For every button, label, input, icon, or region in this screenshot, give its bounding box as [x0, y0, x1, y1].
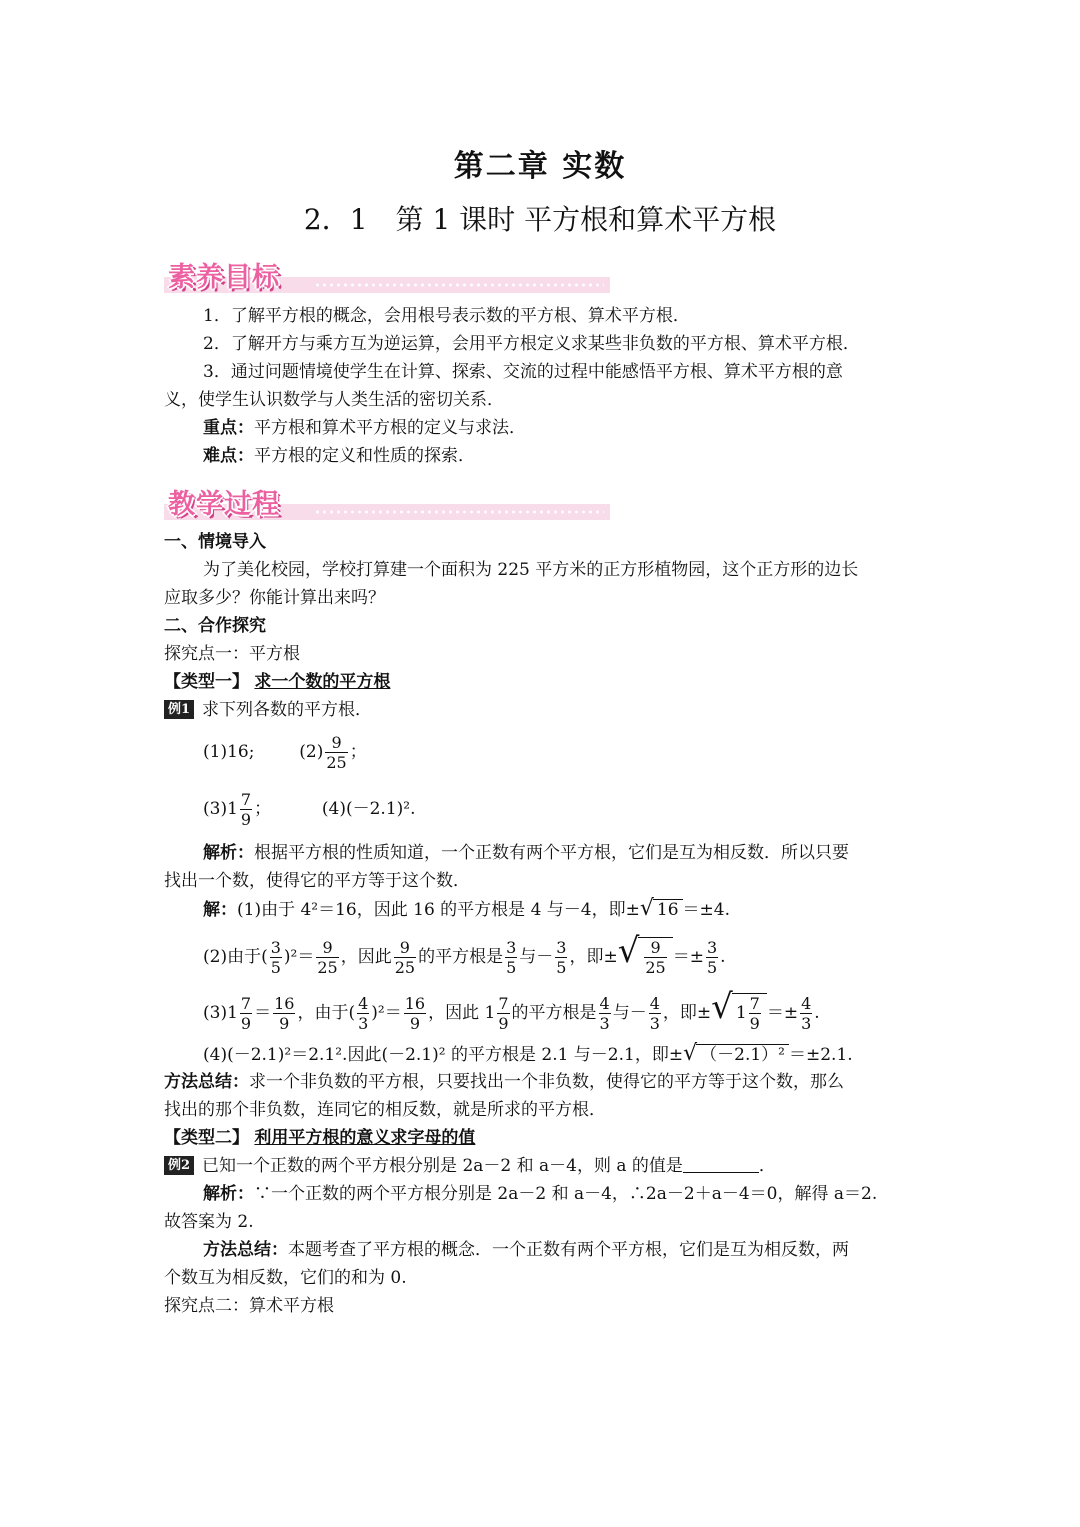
- key-point: [203, 414, 526, 442]
- difficulty-point: [203, 442, 475, 470]
- ex1-row-2: [203, 789, 416, 829]
- analysis-1-label: 解析：: [203, 843, 254, 863]
- goals-banner: [164, 255, 610, 301]
- part1-line-2: 应取多少？你能计算出来吗？: [164, 588, 385, 608]
- type2-heading: [164, 1124, 475, 1152]
- method-summary-1-line-1: 方法总结：求一个非负数的平方根，只要找出一个非负数，使得它的平方等于这个数，那么: [164, 1072, 844, 1092]
- type2-title: 利用平方根的意义求字母的值: [254, 1128, 476, 1148]
- example-1-text: 求下列各数的平方根．: [202, 700, 373, 720]
- solution-line-2: (2)由于( $\frac{3}{5}$ )²＝ $\frac{9}{25}$ ，因此 $\frac{9}{25}$ 的平方根是 $\frac{3}{5}$ 与－ $\frac{3}{5}$ ，即±√ $\frac{9}{25}$ ＝± $\frac{3}{5}$ .: [203, 931, 726, 977]
- analysis-1-line-2: 找出一个数，使得它的平方等于这个数．: [164, 871, 470, 891]
- ex1-item-3-suffix: ；: [254, 799, 272, 819]
- part1-line-1: 为了美化校园，学校打算建一个面积为 225 平方米的正方形植物园，这个正方形的边长: [203, 560, 859, 580]
- ex1-item-3-fraction: $\frac{7}{9}$: [240, 790, 252, 829]
- ex1-item-2-suffix: ；: [349, 742, 367, 762]
- ex1-item-4: (4)(－2.1)².: [321, 799, 416, 819]
- process-banner: [164, 482, 610, 528]
- example-1: [164, 696, 372, 724]
- chapter-title: 第二章 实数: [453, 149, 627, 184]
- banner-dots: [314, 510, 604, 514]
- ex1-row-1: [203, 732, 367, 772]
- type1-bracket: 【类型一】: [164, 672, 249, 692]
- goal-item-2: 2．了解开方与乘方互为逆运算，会用平方根定义求某些非负数的平方根、算术平方根．: [203, 334, 860, 354]
- answer-blank: [683, 1154, 759, 1173]
- ex1-item-3-prefix: (3)1: [203, 799, 238, 819]
- lesson-title: 2．1 第 1 课时 平方根和算术平方根: [303, 203, 777, 236]
- key-point-text: 平方根和算术平方根的定义与求法．: [254, 418, 526, 438]
- explore-point-2: 探究点二：算术平方根: [164, 1296, 334, 1316]
- method-summary-2-label: 方法总结：: [203, 1240, 288, 1260]
- analysis-1-line-1: 解析：根据平方根的性质知道，一个正数有两个平方根，它们是互为相反数．所以只要: [203, 843, 849, 863]
- goal-item-3-line-1: 3．通过问题情境使学生在计算、探索、交流的过程中能感悟平方根、算术平方根的意: [203, 362, 843, 382]
- explore-point-1: 探究点一：平方根: [164, 644, 300, 664]
- goals-banner-label: 素养目标: [168, 262, 280, 293]
- method-summary-1-line-2: 找出的那个非负数，连同它的相反数，就是所求的平方根．: [164, 1100, 606, 1120]
- type2-bracket: 【类型二】: [164, 1128, 249, 1148]
- difficulty-label: 难点：: [203, 446, 254, 466]
- key-point-label: 重点：: [203, 418, 254, 438]
- goal-item-1: 1．了解平方根的概念，会用根号表示数的平方根、算术平方根．: [203, 306, 690, 326]
- solution-label: 解：: [203, 900, 237, 920]
- solution-line-3: (3)1 $\frac{7}{9}$ ＝ $\frac{16}{9}$ ，由于( $\frac{4}{3}$ )²＝ $\frac{16}{9}$ ，因此 1 $\frac{7}{9}$ 的平方根是 $\frac{4}{3}$ 与－ $\frac{4}{3}$ ，即±√ 1 $\frac{7}{9}$ ＝± $\frac{4}{3}$ .: [203, 987, 820, 1033]
- method-summary-1-label: 方法总结：: [164, 1072, 249, 1092]
- example-1-badge: 例1: [164, 700, 194, 719]
- part2-heading: 二、合作探究: [164, 616, 266, 636]
- example-2: 例2 已知一个正数的两个平方根分别是 2a－2 和 a－4，则 a 的值是 ．: [164, 1152, 776, 1180]
- process-banner-label: 教学过程: [168, 489, 280, 520]
- sqrt-neg-2-1-squared: （－2.1）²: [696, 1044, 789, 1065]
- analysis-2-line-1: 解析：∵一个正数的两个平方根分别是 2a－2 和 a－4，∴2a－2＋a－4＝0，解得 a＝2.: [203, 1184, 878, 1204]
- example-2-text: 已知一个正数的两个平方根分别是 2a－2 和 a－4，则 a 的值是: [202, 1156, 683, 1176]
- analysis-2-label: 解析：: [203, 1184, 254, 1204]
- difficulty-text: 平方根的定义和性质的探索．: [254, 446, 475, 466]
- ex1-item-1: (1)16;: [203, 742, 255, 762]
- method-summary-2-line-1: 方法总结：本题考查了平方根的概念．一个正数有两个平方根，它们是互为相反数，两: [203, 1240, 849, 1260]
- solution-line-4: (4)(－2.1)²＝2.1².因此(－2.1)² 的平方根是 2.1 与－2.1，即±√ （－2.1）² ＝±2.1.: [203, 1041, 853, 1066]
- part1-heading: 一、情境导入: [164, 532, 266, 552]
- sqrt-16: 16: [653, 899, 683, 920]
- ex1-item-2-fraction: $\frac{9}{25}$: [326, 733, 347, 772]
- type1-heading: [164, 668, 390, 696]
- ex1-item-2-prefix: (2): [299, 742, 324, 762]
- example-2-badge: 例2: [164, 1156, 194, 1175]
- banner-dots: [314, 283, 604, 287]
- analysis-2-line-2: 故答案为 2.: [164, 1212, 254, 1232]
- type1-title: 求一个数的平方根: [254, 672, 391, 692]
- goal-item-3-line-2: 义，使学生认识数学与人类生活的密切关系．: [164, 390, 504, 410]
- solution-line-1: 解：(1)由于 4²＝16，因此 16 的平方根是 4 与－4，即±√ 16 ＝±4.: [203, 896, 731, 921]
- method-summary-2-line-2: 个数互为相反数，它们的和为 0.: [164, 1268, 407, 1288]
